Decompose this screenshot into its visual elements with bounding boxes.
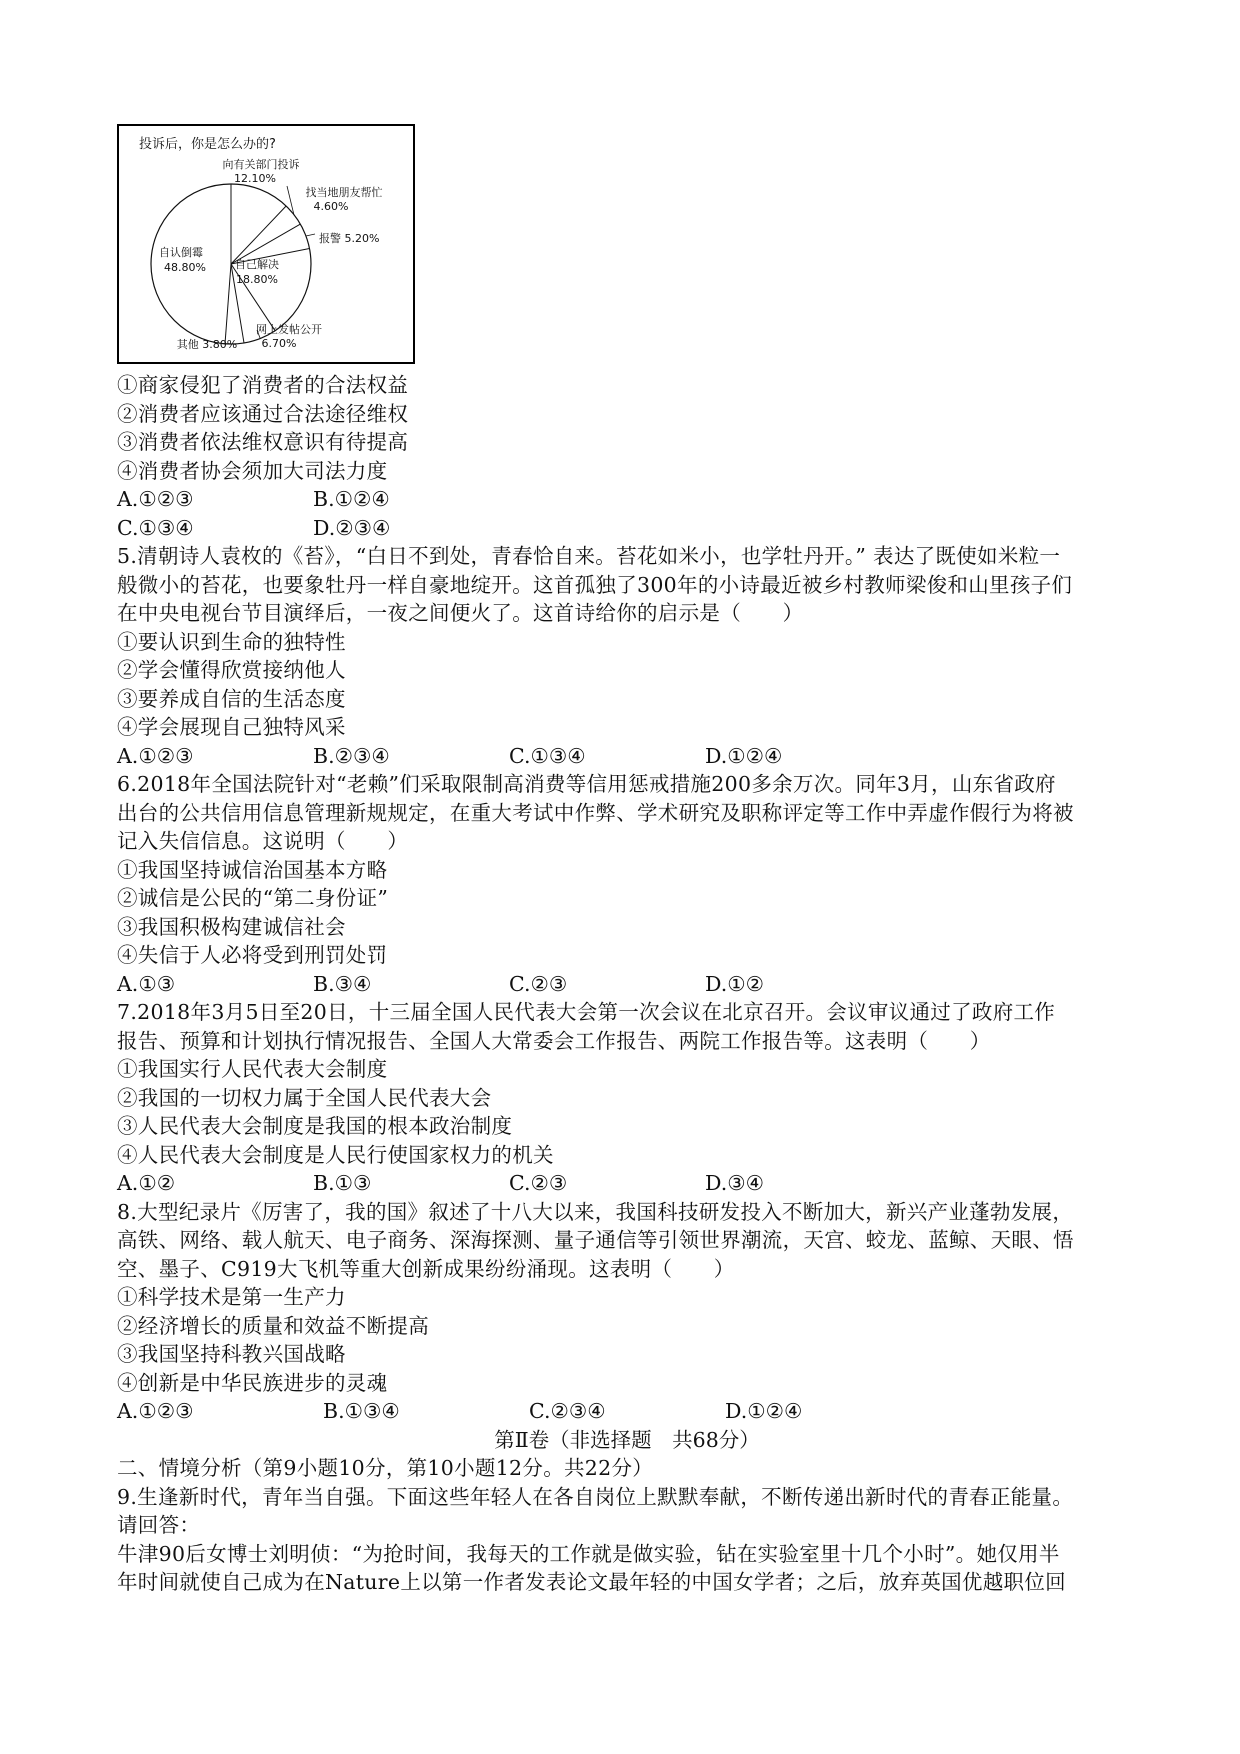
q7-choice-d: D.③④ xyxy=(705,1171,764,1195)
slice-value: 48.80% xyxy=(164,261,206,274)
slice-value: 12.10% xyxy=(234,172,276,185)
q4-choices-row1 xyxy=(117,485,1137,514)
q8-stem-line: 高铁、网络、载人航天、电子商务、深海探测、量子通信等引领世界潮流，天宫、蛟龙、蓝鲸、天眼、悟 xyxy=(117,1228,1074,1252)
q7-choices xyxy=(117,1169,1137,1198)
slice-label: 找当地朋友帮忙 xyxy=(305,186,383,199)
q5-option-1: ①要认识到生命的独特性 xyxy=(117,629,346,654)
q5-stem-line: 在中央电视台节目演绎后，一夜之间便火了。这首诗给你的启示是（ ） xyxy=(117,601,804,625)
q7-stem-line: 报告、预算和计划执行情况报告、全国人大常委会工作报告、两院工作报告等。这表明（ ） xyxy=(117,1028,991,1053)
slice-label: 向有关部门投诉 xyxy=(222,158,300,171)
q7-choice-c: C.②③ xyxy=(509,1171,568,1195)
q8-stem-line: 空、墨子、C919大飞机等重大创新成果纷纷涌现。这表明（ ） xyxy=(117,1256,735,1281)
slice-value: 6.70% xyxy=(261,337,297,350)
q6-choice-a: A.①③ xyxy=(117,971,176,996)
part-two-title: 第Ⅱ卷（非选择题 共68分） xyxy=(494,1427,760,1452)
question-content xyxy=(117,371,1137,1597)
q7-stem-line: 7.2018年3月5日至20日，十三届全国人民代表大会第一次会议在北京召开。会议审议通过了政府工作 xyxy=(117,1000,1056,1024)
q8-option-3: ③我国坚持科教兴国战略 xyxy=(117,1342,346,1366)
q5-choice-b: B.②③④ xyxy=(313,743,390,768)
q7-option-4: ④人民代表大会制度是人民行使国家权力的机关 xyxy=(117,1142,554,1167)
q4-option-4: ④消费者协会须加大司法力度 xyxy=(117,458,388,483)
q8-option-1: ①科学技术是第一生产力 xyxy=(117,1285,346,1309)
q5-option-2: ②学会懂得欣赏接纳他人 xyxy=(117,658,346,682)
q9-line: 9.生逢新时代，青年当自强。下面这些年轻人在各自岗位上默默奉献，不断传递出新时代的青春正能量。 xyxy=(117,1484,1074,1509)
q6-stem-line: 出台的公共信用信息管理新规规定，在重大考试中作弊、学术研究及职称评定等工作中弄虚作假行为将被 xyxy=(117,800,1074,825)
question-6 xyxy=(117,770,1137,998)
q4-choice-d: D.②③④ xyxy=(313,515,391,540)
q4-options xyxy=(117,371,1137,485)
q7-choice-b: B.①③ xyxy=(313,1171,372,1195)
pie-chart-svg xyxy=(119,126,413,362)
q6-choices xyxy=(117,970,1137,999)
q4-option-3: ③消费者依法维权意识有待提高 xyxy=(117,430,409,454)
q9-line: 请回答： xyxy=(117,1513,201,1537)
slice-label: 自己解决 xyxy=(235,258,279,271)
question-8 xyxy=(117,1198,1137,1426)
q5-stem-line: 5.清朝诗人袁枚的《苔》，“白日不到处，青春恰自来。苔花如米小，也学牡丹开。” 表达了既使如米粒一 xyxy=(117,544,1061,568)
q4-choice-c: C.①③④ xyxy=(117,515,194,540)
q5-option-4: ④学会展现自己独特风采 xyxy=(117,715,346,739)
q6-option-3: ③我国积极构建诚信社会 xyxy=(117,914,346,939)
q8-choice-d: D.①②④ xyxy=(725,1399,803,1423)
slice-label-with-value: 其他 3.80% xyxy=(176,338,238,351)
q5-option-3: ③要养成自信的生活态度 xyxy=(117,686,346,711)
section-heading: 二、情境分析（第9小题10分，第10小题12分。共22分） xyxy=(117,1456,654,1480)
q5-stem-line: 般微小的苔花，也要象牡丹一样自豪地绽开。这首孤独了300年的小诗最近被乡村教师梁俊和山里孩子们 xyxy=(117,572,1073,597)
slice-label-with-value: 报警 5.20% xyxy=(319,232,380,245)
chart-title: 投诉后，你是怎么办的? xyxy=(139,137,276,152)
q8-choices xyxy=(117,1397,1137,1426)
slice-label: 自认倒霉 xyxy=(159,246,203,259)
q6-option-4: ④失信于人必将受到刑罚处罚 xyxy=(117,943,388,967)
q6-choice-d: D.①② xyxy=(705,971,764,996)
q8-option-2: ②经济增长的质量和效益不断提高 xyxy=(117,1313,429,1338)
q6-stem-line: 6.2018年全国法院针对“老赖”们采取限制高消费等信用惩戒措施200多余万次。同年3月，山东省政府 xyxy=(117,772,1056,796)
q7-option-1: ①我国实行人民代表大会制度 xyxy=(117,1057,388,1081)
q4-choices-row2 xyxy=(117,514,1137,543)
q9-line: 牛津90后女博士刘明侦：“为抢时间，我每天的工作就是做实验，钻在实验室里十几个小时”。她仅用半 xyxy=(117,1541,1060,1566)
q5-choice-c: C.①③④ xyxy=(509,743,586,768)
q8-stem-line: 8.大型纪录片《厉害了，我的国》叙述了十八大以来，我国科技研发投入不断加大，新兴产业蓬勃发展， xyxy=(117,1199,1074,1224)
q9-line: 年时间就使自己成为在Nature上以第一作者发表论文最年轻的中国女学者；之后，放弃英国优越职位回 xyxy=(117,1570,1066,1594)
q6-choice-c: C.②③ xyxy=(509,971,568,996)
q8-choice-a: A.①②③ xyxy=(117,1399,194,1423)
question-5 xyxy=(117,542,1137,770)
q4-option-1: ①商家侵犯了消费者的合法权益 xyxy=(117,373,409,397)
q8-option-4: ④创新是中华民族进步的灵魂 xyxy=(117,1370,388,1395)
q6-choice-b: B.③④ xyxy=(313,971,372,996)
q7-option-2: ②我国的一切权力属于全国人民代表大会 xyxy=(117,1085,492,1110)
q7-option-3: ③人民代表大会制度是我国的根本政治制度 xyxy=(117,1114,513,1138)
q6-option-1: ①我国坚持诚信治国基本方略 xyxy=(117,857,388,882)
q5-choice-d: D.①②④ xyxy=(705,743,783,768)
slice-value: 18.80% xyxy=(236,273,278,286)
question-7 xyxy=(117,998,1137,1198)
q8-choice-b: B.①③④ xyxy=(323,1399,400,1423)
q4-choice-a: A.①②③ xyxy=(117,487,194,511)
q5-choices xyxy=(117,742,1137,771)
pie-chart-figure xyxy=(117,124,415,364)
part-two xyxy=(117,1426,1137,1597)
q6-option-2: ②诚信是公民的“第二身份证” xyxy=(117,886,389,910)
slice-value: 4.60% xyxy=(313,200,349,213)
q7-choice-a: A.①② xyxy=(117,1171,176,1195)
slice-label: 网上发帖公开 xyxy=(256,323,322,336)
q8-choice-c: C.②③④ xyxy=(529,1399,606,1423)
q4-option-2: ②消费者应该通过合法途径维权 xyxy=(117,401,409,426)
label-leader-line xyxy=(306,234,315,236)
q5-choice-a: A.①②③ xyxy=(117,743,194,768)
q6-stem-line: 记入失信信息。这说明（ ） xyxy=(117,829,409,853)
q4-choice-b: B.①②④ xyxy=(313,487,390,511)
